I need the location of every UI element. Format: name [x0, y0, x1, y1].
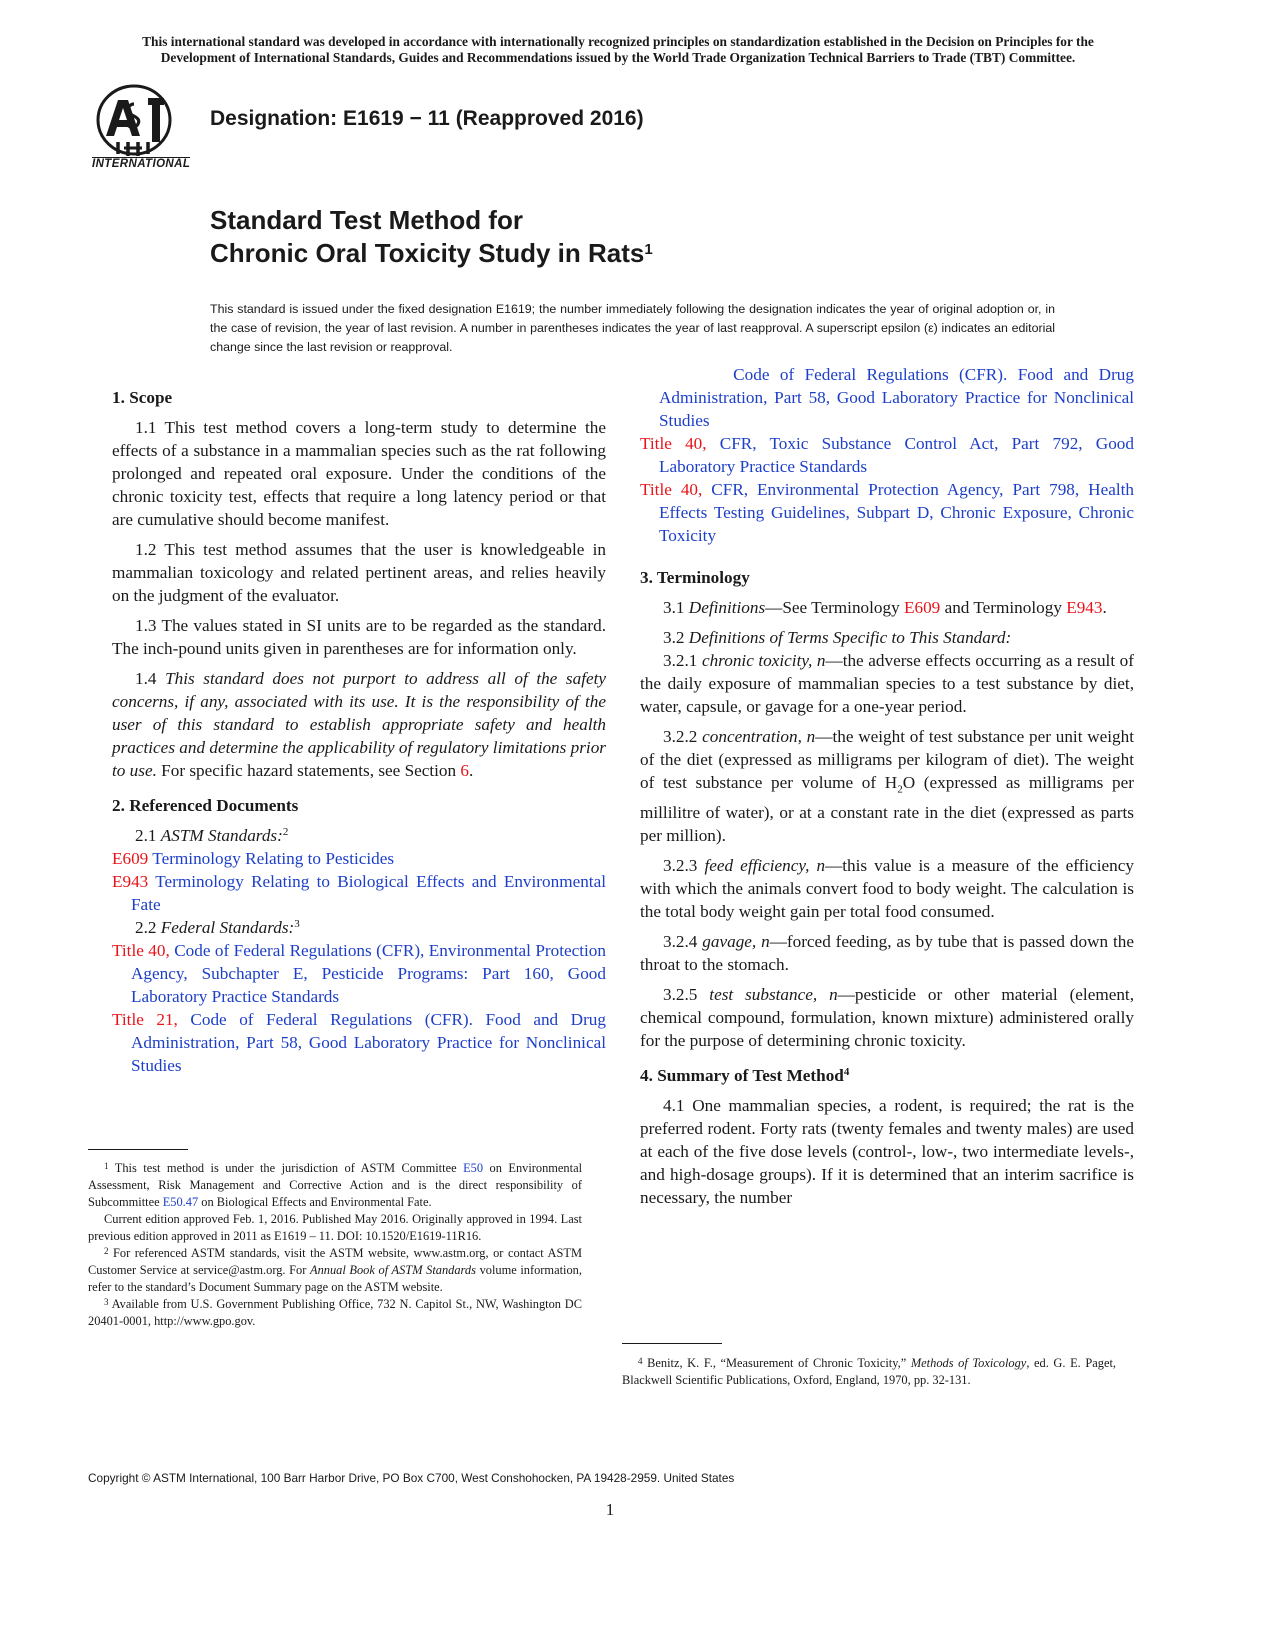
term-concentration: concentration, n: [702, 727, 816, 746]
term-chronic-toxicity: chronic toxicity, n: [701, 651, 826, 670]
title-line2: [210, 237, 653, 270]
paragraph-1-4: [112, 667, 606, 782]
ref-e609-code[interactable]: E609: [112, 849, 149, 868]
paragraph-3-2-2: [640, 725, 1134, 847]
def-gavage: —forced feeding, as by tube that is passed down the throat to the stomach.: [640, 932, 1135, 975]
footnote-4: [622, 1355, 1116, 1389]
ref-cfr-798: [640, 478, 1134, 547]
ref-e943: [112, 870, 606, 916]
page-number: 1: [605, 1500, 615, 1519]
footnote-ref-3[interactable]: 3: [294, 918, 300, 930]
footnote-1-marker: 1: [104, 1161, 109, 1171]
issued-note: This standard is issued under the fixed designation E1619; the number immediately following the designation indicates the year of original adoption or, in the case of revision, the year of last revision. A number in parentheses indicates the year of last reapproval. A superscript epsilon (ε) indicates an editorial change since the last revision or reapproval.: [210, 302, 1055, 354]
section-heading-summary: [640, 1064, 1134, 1087]
def-test-substance: —pesticide or other material (element, chemical compound, formulation, known mixture) administered orally for the purpose of determining chronic toxicity.: [640, 985, 1134, 1051]
ref-cfr-160: [112, 939, 606, 1008]
p3-1-text: —See Terminology: [765, 598, 900, 617]
footnote-3-marker: 3: [104, 1297, 109, 1307]
ref-cfr-160-title[interactable]: Code of Federal Regulations (CFR), Environmental Protection Agency, Subchapter E, Pesticide Programs: Part 160, Good Laboratory Practice Standards: [131, 941, 606, 1006]
ref-e943-code[interactable]: E943: [112, 872, 149, 891]
title-line2-text: Chronic Oral Toxicity Study in Rats: [210, 238, 645, 268]
summary-heading-text: 4. Summary of Test Method: [640, 1066, 844, 1086]
def-feed-efficiency: —this value is a measure of the efficiency with which the animals convert food to body weight. The calculation is the total body weight gain per total food consumed.: [640, 856, 1134, 922]
left-column: [112, 386, 607, 1075]
fn2-b: volume information, refer to the standard’s Document Summary page on the ASTM website.: [88, 1263, 582, 1294]
ref-cfr-792-title[interactable]: CFR, Toxic Substance Control Act, Part 792, Good Laboratory Practice Standards: [659, 434, 1134, 476]
paragraph-1-3: 1.3 The values stated in SI units are to be regarded as the standard. The inch-pound units given in parentheses are for information only.: [112, 616, 606, 658]
p3-2-4-num: 3.2.4: [663, 932, 698, 952]
footnote-1: [88, 1160, 582, 1211]
paragraph-4-1: 4.1 One mammalian species, a rodent, is required; the rat is the preferred rodent. Forty rats (twenty females and twenty males) are used at each of the five dose levels (control-, low-, two intermediate levels-, and high-dosage groups). If it is determined that an interim sacrifice is necessary, the number: [640, 1096, 1134, 1208]
right-column: [640, 365, 1135, 1209]
terminology-e609-link[interactable]: E609: [904, 598, 941, 617]
fn1-b: on Environmental Assessment, Risk Management and Corrective Action and is the direct responsibility of Subcommittee: [88, 1161, 583, 1209]
paragraph-3-2: [640, 626, 1134, 649]
fn1-a: This test method is under the jurisdiction of ASTM Committee: [114, 1161, 457, 1175]
committee-e50-link[interactable]: E50: [463, 1161, 484, 1175]
fn2-italic: Annual Book of ASTM Standards: [310, 1263, 476, 1277]
footnote-ref-4[interactable]: 4: [843, 1066, 850, 1079]
def-chronic-toxicity: —the adverse effects occurring as a result of the daily exposure of mammalian species to a test substance by diet, water, capsule, or gavage for a one-year period.: [640, 651, 1134, 716]
footnote-rule-right: [622, 1343, 722, 1344]
ref-cfr-792: [640, 432, 1134, 478]
wto-notice-line1: This international standard was developed in accordance with internationally recognized principles on standardization established in the Decision on Principles for the: [142, 34, 1094, 49]
p1-4-end: .: [469, 761, 474, 780]
ref-e609-title[interactable]: Terminology Relating to Pesticides: [152, 849, 395, 868]
ref-cfr-798-title[interactable]: CFR, Environmental Protection Agency, Part 798, Health Effects Testing Guidelines, Subpart D, Chronic Exposure, Chronic Toxicity: [659, 480, 1134, 545]
fn4-italic: Methods of Toxicology: [910, 1356, 1027, 1370]
copyright-notice: Copyright © ASTM International, 100 Barr Harbor Drive, PO Box C700, West Conshohocken, PA 19428-2959. United States: [88, 1471, 735, 1485]
def-concentration-b: O (expressed as milligrams per millilitre of water), or at a constant rate in the diet (expressed as parts per million).: [640, 773, 1134, 846]
astm-standards-label: [112, 824, 606, 847]
footnote-rule-left: [88, 1149, 188, 1150]
ref-cfr-21-code[interactable]: Title 21,: [112, 1010, 178, 1029]
footnote-3: [88, 1296, 582, 1330]
fn4-a: Benitz, K. F., “Measurement of Chronic Toxicity,”: [647, 1356, 907, 1370]
footnote-4-marker: 4: [638, 1356, 643, 1366]
section-heading-scope: 1. Scope: [112, 388, 173, 407]
term-feed-efficiency: feed efficiency, n: [704, 856, 826, 876]
h2o-subscript: 2: [897, 783, 903, 796]
title-footnote-ref[interactable]: 1: [644, 241, 653, 258]
p3-1-end: .: [1102, 598, 1107, 617]
p3-2-num: 3.2: [663, 628, 685, 647]
paragraph-1-2: 1.2 This test method assumes that the user is knowledgeable in mammalian toxicology and related pertinent areas, and relies heavily on the judgment of the evaluator.: [112, 540, 606, 605]
p3-1-and: and Terminology: [944, 598, 1062, 617]
section-6-link[interactable]: 6: [460, 761, 470, 780]
paragraph-3-2-5: [640, 983, 1134, 1052]
paragraph-3-2-4: [640, 930, 1134, 976]
wto-notice: [88, 34, 1148, 66]
paragraph-3-2-1: [640, 649, 1134, 718]
fn1-c: on Biological Effects and Environmental Fate.: [201, 1195, 432, 1209]
def-concentration-a: —the weight of test substance per unit weight of the diet (expressed as milligrams per kilogram of diet). The weight of test substance per volume of H: [640, 727, 1135, 792]
footnotes-left: [88, 1160, 582, 1330]
ref-e609: [112, 847, 606, 870]
paragraph-3-1: [640, 596, 1134, 619]
p3-1-italic: Definitions: [688, 598, 766, 617]
p3-1-num: 3.1: [663, 598, 685, 617]
fn2-a: For referenced ASTM standards, visit the ASTM website, www.astm.org, or contact ASTM Customer Service at service@astm.org. For: [88, 1246, 582, 1277]
p3-2-3-num: 3.2.3: [663, 856, 698, 876]
section-heading-terminology: 3. Terminology: [640, 568, 750, 587]
fn3-text: Available from U.S. Government Publishing Office, 732 N. Capitol St., NW, Washington DC 20401-0001, http://www.gpo.gov.: [88, 1297, 582, 1328]
p3-2-italic: Definitions of Terms Specific to This Standard:: [688, 628, 1012, 647]
p1-4-tail: For specific hazard statements, see Section: [161, 761, 457, 780]
astm-num: 2.1: [135, 826, 157, 845]
federal-standards-label: [112, 916, 606, 939]
safety-caveat: This standard does not purport to address all of the safety concerns, if any, associated with its use. It is the responsibility of the user of this standard to establish appropriate safety and health practices and determine the applicability of regulatory limitations prior to use.: [112, 669, 607, 780]
footnote-1-edition: Current edition approved Feb. 1, 2016. Published May 2016. Originally approved in 1994. Last previous edition approved in 2011 as E1619 – 11. DOI: 10.1520/E1619-11R16.: [88, 1212, 582, 1243]
term-gavage: gavage, n: [702, 932, 770, 952]
p3-2-2-num: 3.2.2: [663, 727, 698, 746]
ref-cfr-21-title-continued[interactable]: Code of Federal Regulations (CFR). Food and Drug Administration, Part 58, Good Laboratory Practice for Nonclinical Studies: [659, 365, 1134, 430]
section-heading-referenced-documents: 2. Referenced Documents: [112, 796, 299, 815]
footnote-ref-2[interactable]: 2: [282, 826, 289, 838]
document-title: [210, 204, 653, 270]
fn4-b: , ed. G. E. Paget, Blackwell Scientific Publications, Oxford, England, 1970, pp. 32-131.: [622, 1356, 1116, 1387]
designation: Designation: E1619 − 11 (Reapproved 2016): [210, 107, 644, 130]
ref-cfr-792-code[interactable]: Title 40,: [640, 434, 707, 453]
ref-cfr-160-code[interactable]: Title 40,: [112, 941, 170, 960]
term-test-substance: test substance, n: [709, 985, 838, 1005]
ref-cfr-21-wrap: [659, 363, 1134, 432]
ref-cfr-21-title[interactable]: Code of Federal Regulations (CFR). Food and Drug Administration, Part 58, Good Laboratory Practice for Nonclinical Studies: [131, 1010, 606, 1075]
p1-4-number: 1.4: [135, 669, 157, 688]
ref-cfr-21-continued: [640, 365, 1134, 432]
title-line1: Standard Test Method for: [210, 205, 523, 235]
ref-cfr-21: [112, 1008, 606, 1075]
wto-notice-line2: Development of International Standards, Guides and Recommendations issued by the World Trade Organization Technical Barriers to Trade (TBT) Committee.: [160, 50, 1076, 65]
astm-label: ASTM Standards:: [160, 826, 283, 845]
footnote-2: [88, 1245, 582, 1296]
paragraph-1-1: 1.1 This test method covers a long-term study to determine the effects of a substance in a mammalian species such as the rat following prolonged and repeated oral exposure. Under the conditions of the chronic toxicity test, effects that require a long latency period or that are cumulative should become manifest.: [112, 418, 606, 529]
terminology-e943-link[interactable]: E943: [1066, 598, 1103, 617]
ref-e943-title[interactable]: Terminology Relating to Biological Effects and Environmental Fate: [131, 872, 606, 914]
subcommittee-e50-47-link[interactable]: E50.47: [162, 1195, 199, 1209]
fed-label: Federal Standards:: [160, 918, 295, 937]
paragraph-3-2-3: [640, 854, 1134, 923]
footnotes-right: [622, 1355, 1116, 1389]
p3-2-5-num: 3.2.5: [663, 985, 698, 1005]
ref-cfr-798-code[interactable]: Title 40,: [640, 480, 703, 499]
astm-logo: [88, 84, 200, 174]
fed-num: 2.2: [135, 918, 157, 937]
p3-2-1-num: 3.2.1: [663, 651, 698, 670]
footnote-2-marker: 2: [104, 1246, 109, 1256]
logo-text: INTERNATIONAL: [92, 158, 191, 170]
